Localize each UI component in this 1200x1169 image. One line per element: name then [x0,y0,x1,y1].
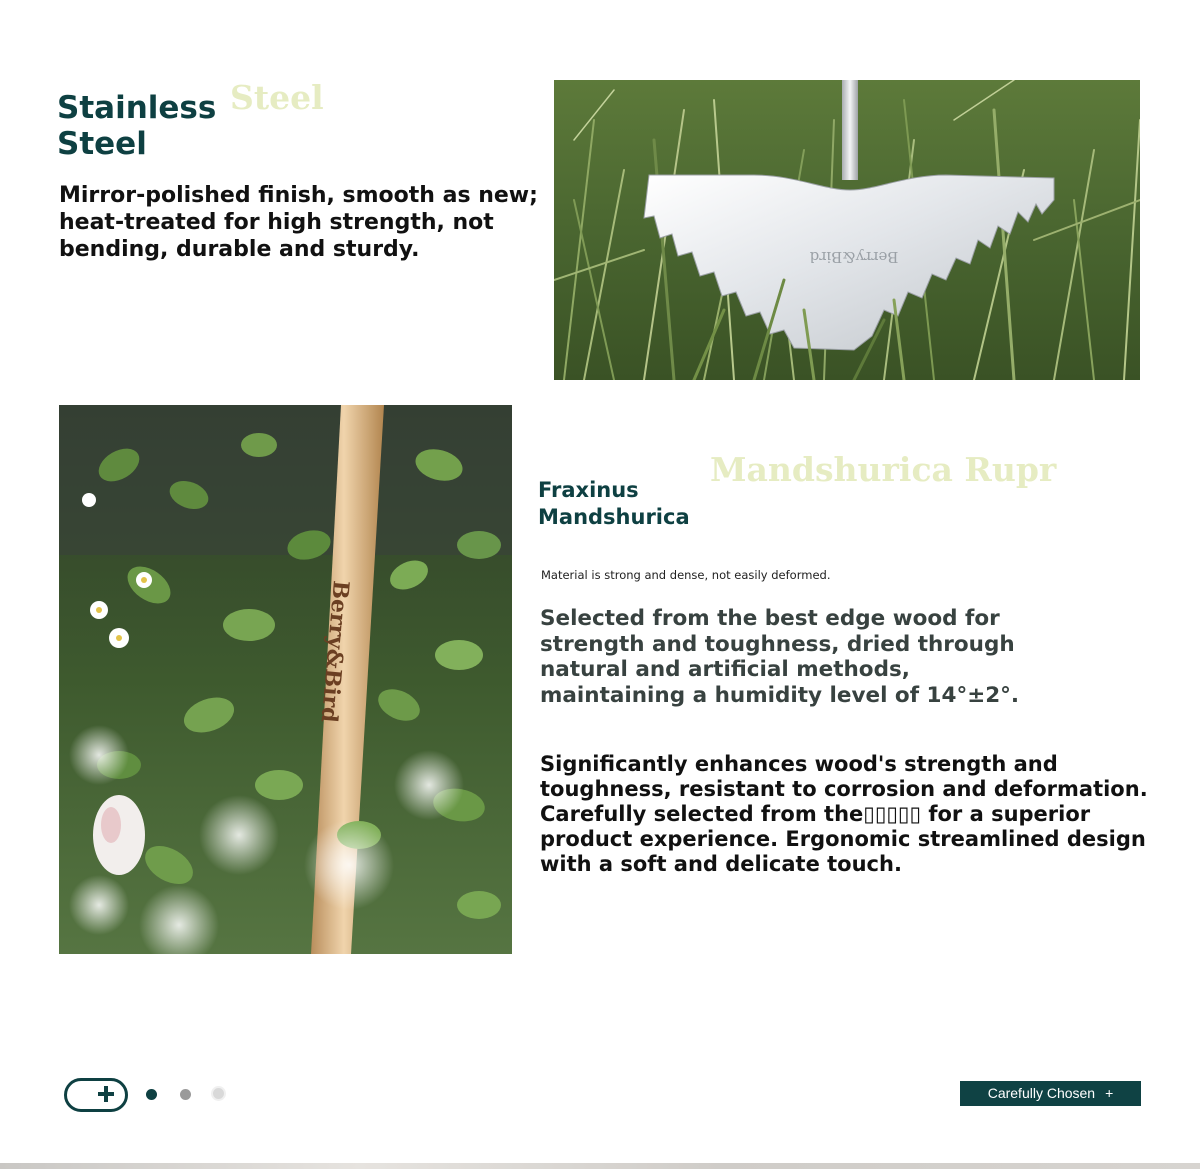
garden-handle-illustration [59,405,512,954]
wood-benefits-paragraph: Significantly enhances wood's strength and toughness, resistant to corrosion and deformation. Carefully selected from the▯▯▯▯▯ for a superior product experience. Ergonomic streamlined design with a soft and delicate touch. [540,752,1148,876]
steel-ghost-heading: Steel [230,78,324,117]
carefully-chosen-label: Carefully Chosen [987,1085,1096,1101]
spade-engraving: Berry&Bird [809,248,899,266]
stainless-steel-description: Mirror-polished finish, smooth as new; heat-treated for high strength, not bending, durable and sturdy. [59,183,538,262]
bottom-image-strip [0,1163,1200,1169]
carousel-dot-1[interactable] [146,1089,157,1100]
mandshurica-ghost-heading: Mandshurica Rupr [710,450,1057,489]
spade-head-illustration [554,80,1140,380]
spade-head-photo [554,80,1140,380]
expand-plus-button[interactable] [64,1078,128,1112]
material-caption: Material is strong and dense, not easily deformed. [541,568,831,582]
plus-icon [97,1085,115,1103]
carousel-dot-2[interactable] [180,1089,191,1100]
wood-selection-paragraph: Selected from the best edge wood for strength and toughness, dried through natural and artificial methods, maintaining a humidity level of 14°±2°. [540,606,1020,708]
carousel-dot-3[interactable] [211,1086,226,1101]
carefully-chosen-button[interactable] [960,1081,1141,1106]
fraxinus-mandshurica-heading: Fraxinus Mandshurica [538,478,690,529]
stainless-steel-heading: Stainless Steel [57,90,217,162]
garden-handle-photo [59,405,512,954]
plus-icon: + [1105,1085,1114,1101]
handle-engraving: Berry&Bird [315,579,354,724]
